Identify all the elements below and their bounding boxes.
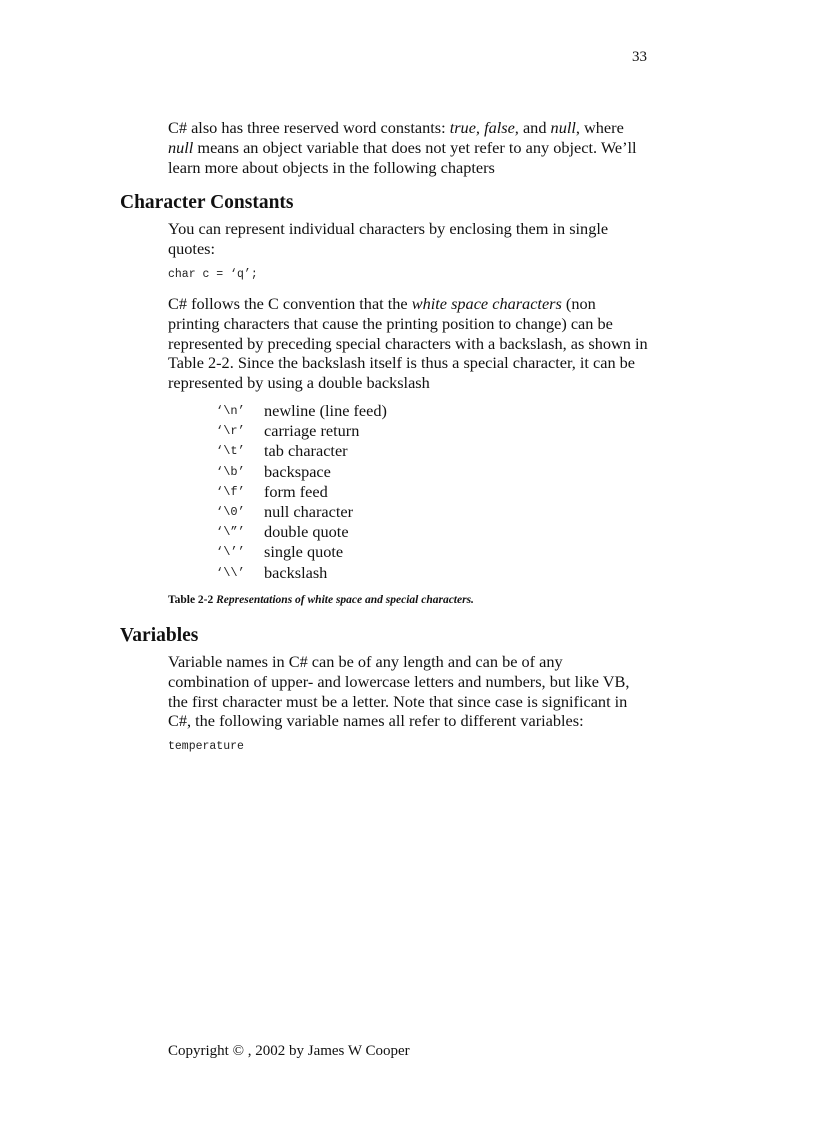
escape-code: ‘\t’ (216, 444, 245, 459)
escape-code: ‘\”’ (216, 525, 245, 540)
character-constants-paragraph: You can represent individual characters by enclosing them in single quotes: (168, 219, 609, 258)
table-caption (168, 594, 474, 606)
escape-explanation-paragraph (168, 294, 648, 393)
char-code-example: char c = ‘q’; (168, 268, 258, 281)
table-row (216, 401, 387, 421)
true-keyword: true, (449, 118, 480, 137)
variables-heading: Variables (120, 625, 199, 646)
null-keyword: null (550, 118, 576, 137)
escape-description: form feed (264, 481, 328, 501)
table-row (216, 502, 387, 522)
escape-text-2: (non printing characters that cause the printing position to change) can be represented by preceding special characters with a backslash, as shown in Table 2-2. Since the backslash itself is thus a special character, it can be represented by using a double backslash (168, 294, 648, 393)
escape-code: ‘\’’ (216, 545, 245, 560)
intro-and: and (518, 118, 551, 137)
escape-code: ‘\r’ (216, 424, 245, 439)
escape-description: carriage return (264, 421, 360, 441)
escape-code: ‘\n’ (216, 404, 245, 419)
page-number: 33 (632, 49, 647, 65)
escape-code: ‘\0’ (216, 505, 245, 520)
escape-description: null character (264, 502, 354, 522)
escape-code: ‘\\’ (216, 565, 245, 580)
false-keyword: false, (484, 118, 519, 137)
table-row (216, 542, 387, 562)
table-row (216, 482, 387, 502)
table-caption-label: Table 2-2 (168, 594, 214, 606)
escape-sequence-table (216, 401, 387, 583)
escape-description: tab character (264, 441, 348, 461)
copyright-footer: Copyright © , 2002 by James W Cooper (168, 1043, 410, 1059)
intro-where: , where (575, 118, 624, 137)
table-row (216, 441, 387, 461)
escape-description: backspace (264, 461, 331, 481)
white-space-term: white space characters (411, 294, 562, 313)
null-keyword-2: null (168, 137, 194, 157)
intro-paragraph (168, 118, 648, 177)
variables-paragraph: Variable names in C# can be of any length and can be of any combination of upper- and lowercase letters and numbers, but like VB, the first character must be a letter. Note that since case is significant in C#, the following variable names all refer to different variables: (168, 652, 630, 731)
table-row (216, 563, 387, 583)
escape-text-1: C# follows the C convention that the (168, 294, 412, 313)
intro-text-2: means an object variable that does not yet refer to any object. We’ll learn more about objects in the following chapters (168, 137, 637, 177)
table-row (216, 462, 387, 482)
escape-description: newline (line feed) (264, 401, 387, 421)
escape-description: double quote (264, 522, 349, 542)
table-row (216, 522, 387, 542)
variable-code-example: temperature (168, 740, 244, 753)
escape-description: single quote (264, 542, 344, 562)
escape-code: ‘\b’ (216, 464, 245, 479)
table-row (216, 421, 387, 441)
intro-text-1: C# also has three reserved word constants: (168, 118, 450, 137)
character-constants-heading: Character Constants (120, 192, 294, 213)
escape-description: backslash (264, 562, 328, 582)
escape-code: ‘\f’ (216, 484, 245, 499)
table-caption-text: Representations of white space and special characters. (216, 594, 474, 606)
